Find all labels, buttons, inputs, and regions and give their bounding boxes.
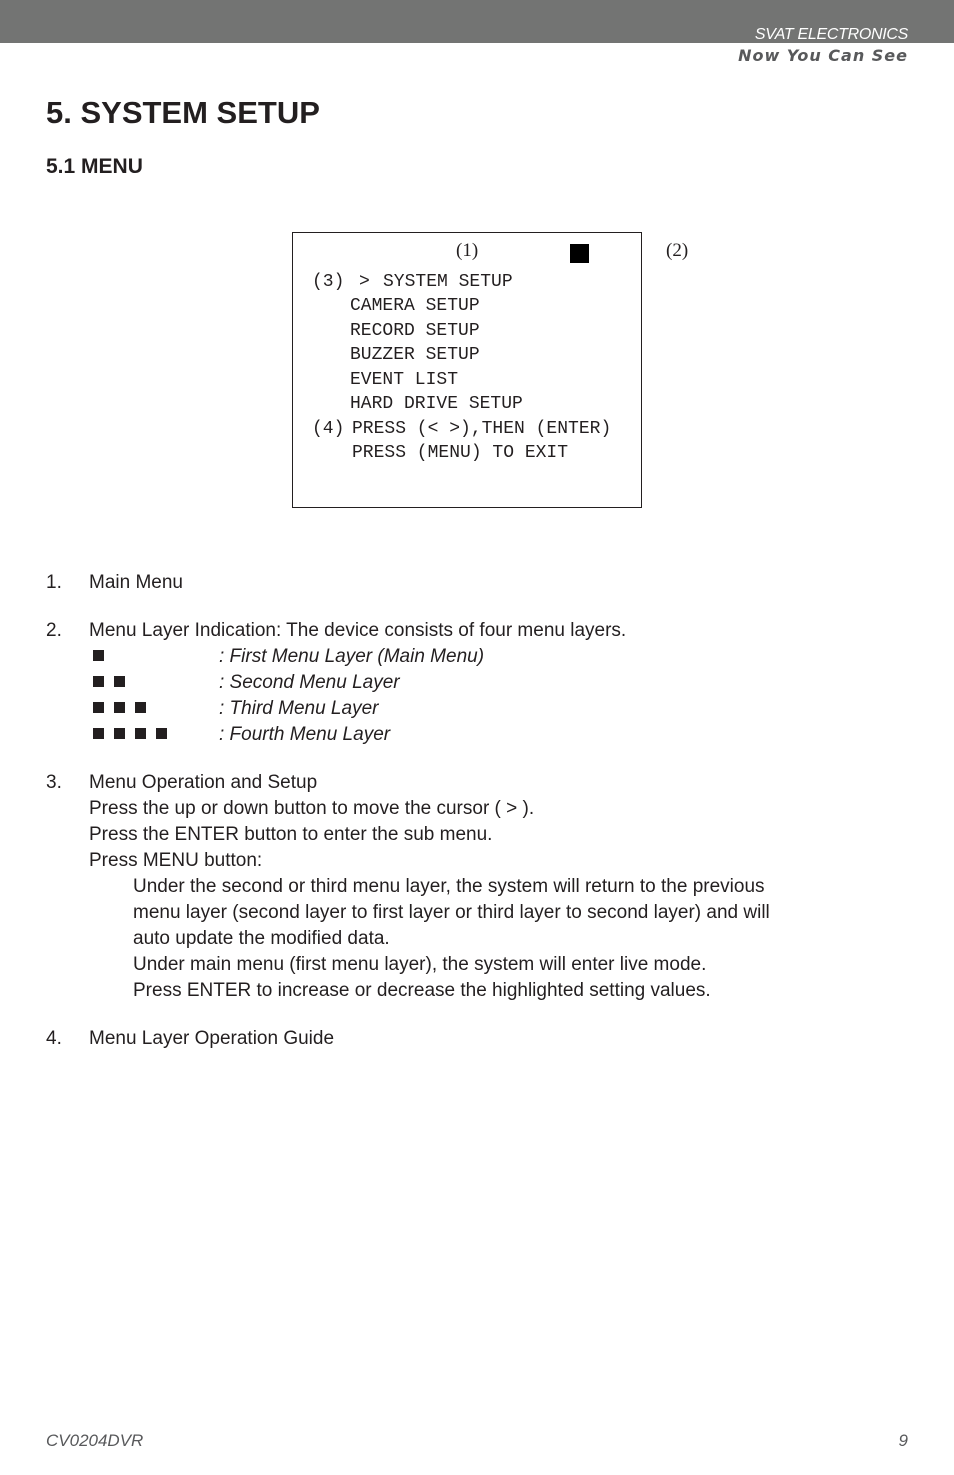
- layer-row-fourth: [93, 722, 177, 748]
- list-number-4: 4.: [46, 1028, 62, 1049]
- operation-line-enter: Press the ENTER button to enter the sub menu.: [89, 824, 493, 845]
- list-item-menu-operation: Menu Operation and Setup: [89, 772, 318, 793]
- menu-layer-indicator-icon: [570, 244, 589, 263]
- list-item-layer-guide: Menu Layer Operation Guide: [89, 1028, 335, 1049]
- operation-subline-5: Press ENTER to increase or decrease the highlighted setting values.: [133, 980, 711, 1001]
- layer-square-icon: [114, 728, 125, 739]
- callout-1-label: (1): [456, 240, 479, 261]
- section-subtitle: 5.1 MENU: [46, 155, 143, 178]
- layer-square-icon: [114, 676, 125, 687]
- callout-4-label: (4): [312, 419, 345, 439]
- list-number-3: 3.: [46, 772, 62, 793]
- menu-item-record-setup: RECORD SETUP: [350, 321, 480, 341]
- brand-tagline: Now You Can See: [738, 46, 908, 65]
- layer-square-icon: [93, 676, 104, 687]
- layer-square-icon: [135, 702, 146, 713]
- layer-row-third: [93, 696, 156, 722]
- callout-2-label: (2): [666, 240, 689, 261]
- list-number-2: 2.: [46, 620, 62, 641]
- menu-item-camera-setup: CAMERA SETUP: [350, 296, 480, 316]
- layer-square-icon: [156, 728, 167, 739]
- operation-line-menu: Press MENU button:: [89, 850, 263, 871]
- list-item-main-menu: Main Menu: [89, 572, 183, 593]
- section-title: 5. SYSTEM SETUP: [46, 95, 320, 130]
- layer-label-first: : First Menu Layer (Main Menu): [219, 646, 485, 667]
- operation-subline-4: Under main menu (first menu layer), the system will enter live mode.: [133, 954, 707, 975]
- list-number-1: 1.: [46, 572, 62, 593]
- layer-row-second: [93, 670, 135, 696]
- operation-subline-2: menu layer (second layer to first layer or third layer to second layer) and will: [133, 902, 770, 923]
- layer-square-icon: [135, 728, 146, 739]
- layer-label-second: : Second Menu Layer: [219, 672, 400, 693]
- menu-screen-diagram: [292, 232, 642, 508]
- callout-3-label: (3): [312, 272, 345, 292]
- layer-square-icon: [93, 728, 104, 739]
- menu-item-system-setup: SYSTEM SETUP: [383, 272, 513, 292]
- layer-label-fourth: : Fourth Menu Layer: [219, 724, 391, 745]
- footer-page-number: 9: [898, 1431, 908, 1450]
- menu-hint-navigate: PRESS (< >),THEN (ENTER): [352, 419, 612, 439]
- layer-square-icon: [93, 702, 104, 713]
- brand-name: SVAT ELECTRONICS: [754, 26, 908, 43]
- menu-item-hard-drive-setup: HARD DRIVE SETUP: [350, 394, 523, 414]
- layer-square-icon: [114, 702, 125, 713]
- menu-cursor: >: [359, 272, 370, 292]
- list-item-menu-layer-indication: Menu Layer Indication: The device consists of four menu layers.: [89, 620, 627, 641]
- operation-subline-1: Under the second or third menu layer, the system will return to the previous: [133, 876, 765, 897]
- operation-subline-3: auto update the modified data.: [133, 928, 390, 949]
- layer-square-icon: [93, 650, 104, 661]
- operation-line-cursor: Press the up or down button to move the cursor ( > ).: [89, 798, 535, 819]
- menu-hint-exit: PRESS (MENU) TO EXIT: [352, 443, 569, 463]
- menu-item-event-list: EVENT LIST: [350, 370, 459, 390]
- footer-model: CV0204DVR: [46, 1431, 144, 1450]
- menu-item-buzzer-setup: BUZZER SETUP: [350, 345, 480, 365]
- layer-label-third: : Third Menu Layer: [219, 698, 379, 719]
- layer-row-first: [93, 644, 114, 670]
